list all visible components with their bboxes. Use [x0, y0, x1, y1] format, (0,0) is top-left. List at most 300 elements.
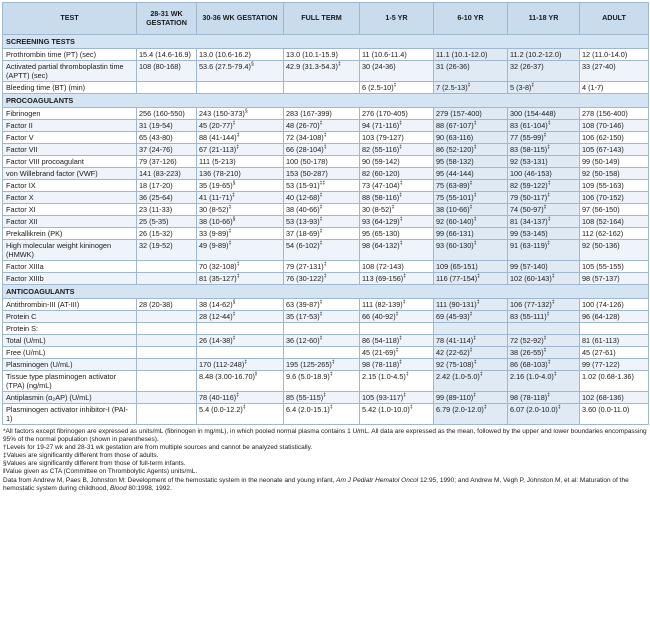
table-row [3, 392, 649, 404]
value-cell [137, 299, 197, 311]
test-name: Bleeding time (BT) (min) [6, 83, 86, 92]
test-name-cell [3, 299, 137, 311]
value-text: 91 (63-119) [510, 241, 548, 250]
footnote-marker: ‡ [473, 335, 476, 342]
footnote-marker: ‡ [323, 144, 327, 151]
value-cell [434, 61, 508, 82]
test-name: von Willebrand factor (VWF) [6, 169, 98, 178]
value-cell [197, 168, 284, 180]
footnote-marker: ‡ [553, 371, 557, 378]
footnote-marker: § [250, 61, 254, 68]
footnote-marker: ‡ [393, 82, 397, 89]
value-text: 79 (37-126) [139, 157, 177, 166]
value-text: 96 (64-128) [582, 312, 620, 321]
value-cell [434, 371, 508, 392]
value-text: 73 (47-104) [362, 181, 400, 190]
test-name: Total (U/mL) [6, 336, 46, 345]
value-text: 99 (77-122) [582, 360, 620, 369]
footnote-marker: ‡ [547, 240, 550, 247]
value-cell [360, 216, 434, 228]
test-name-cell [3, 204, 137, 216]
value-text: 113 (69-156) [362, 274, 404, 283]
value-cell [197, 228, 284, 240]
test-name-cell [3, 359, 137, 371]
footnote-marker: ‡ [319, 299, 323, 306]
value-cell [580, 392, 649, 404]
value-cell [284, 392, 360, 404]
value-cell [284, 299, 360, 311]
value-text: 13.0 (10.1-15.9) [286, 50, 338, 59]
test-name-cell [3, 120, 137, 132]
footnote-marker: § [232, 180, 236, 187]
value-text: 31 (19-54) [139, 121, 173, 130]
footnote-marker: ‡ [409, 404, 413, 411]
value-cell [580, 216, 649, 228]
value-cell [360, 61, 434, 82]
table-row [3, 273, 649, 285]
footnote-marker: ‡ [329, 404, 333, 411]
footnote-marker: ‡ [319, 228, 323, 235]
value-cell [137, 144, 197, 156]
section-title: SCREENING TESTS [3, 35, 649, 49]
value-text: 92 (75-108) [436, 360, 474, 369]
value-cell [197, 180, 284, 192]
value-text: 31 (26-36) [436, 62, 470, 71]
footnote-marker: ‡ [236, 392, 239, 399]
test-name: Factor XIIIa [6, 262, 44, 271]
col-header: 30-36 WK GESTATION [197, 3, 284, 35]
value-cell [197, 216, 284, 228]
test-name: Protein C [6, 312, 37, 321]
value-cell [508, 204, 580, 216]
value-text: 98 (78-118) [362, 360, 400, 369]
test-name: Factor XI [6, 205, 36, 214]
value-cell [580, 168, 649, 180]
value-cell [508, 120, 580, 132]
test-name: Activated partial thromboplastin time (APTT) (sec) [6, 62, 124, 80]
value-cell [360, 323, 434, 335]
value-cell [434, 299, 508, 311]
footnote: *All factors except fibrinogen are expressed as units/mL (fibrinogen in mg/mL), in which pooled normal plasma contains 1 U/mL. All data are expressed as the mean, followed by the upper and lower boundaries encompassing 95% of the normal population (shown in parentheses). [3, 428, 647, 444]
value-cell [360, 156, 434, 168]
value-cell [360, 347, 434, 359]
value-text: 37 (18-69) [286, 229, 320, 238]
value-cell [580, 180, 649, 192]
test-name-cell [3, 323, 137, 335]
value-cell [137, 204, 197, 216]
value-cell [284, 132, 360, 144]
footnote-marker: ‡ [473, 144, 477, 151]
footnote-marker: ‡ [473, 240, 477, 247]
value-text: 83 (55-111) [510, 312, 547, 321]
footnote-marker: ‡ [319, 216, 323, 223]
test-name: Factor XII [6, 217, 38, 226]
value-text: 95 (58-132) [436, 157, 474, 166]
footnote-marker: ‡ [228, 204, 232, 211]
value-text: 30 (8-52) [362, 205, 392, 214]
footnote-marker: ‡ [323, 392, 326, 399]
value-text: 25 (5-35) [139, 217, 169, 226]
value-cell [137, 49, 197, 61]
value-cell [434, 168, 508, 180]
table-row [3, 261, 649, 273]
value-text: 28 (12-44) [199, 312, 233, 321]
footnote-marker: ‡ [469, 204, 473, 211]
value-cell [284, 192, 360, 204]
value-text: 3.60 (0.0-11.0) [582, 405, 630, 414]
footnote-marker: ‡ [232, 120, 236, 127]
value-cell [580, 311, 649, 323]
value-text: 32 (19-52) [139, 241, 173, 250]
table-row [3, 371, 649, 392]
value-cell [197, 335, 284, 347]
value-text: 72 (34-108) [286, 133, 324, 142]
footnote-marker: ‡ [531, 82, 535, 89]
footnote-marker: § [232, 299, 236, 306]
value-text: 65 (43-80) [139, 133, 173, 142]
value-text: 279 (157-400) [436, 109, 482, 118]
value-cell [508, 228, 580, 240]
test-name-cell [3, 240, 137, 261]
test-name: Plasminogen (U/mL) [6, 360, 73, 369]
footnote-marker: ‡ [391, 204, 395, 211]
value-cell [137, 132, 197, 144]
value-cell [508, 216, 580, 228]
value-text: 92 (53-131) [510, 157, 548, 166]
test-name: Protein S: [6, 324, 39, 333]
table-row [3, 120, 649, 132]
value-text: 42.9 (31.3-54.3) [286, 62, 338, 71]
footnote-marker: ‡ [551, 299, 555, 306]
footnote-marker: ‡ [543, 347, 547, 354]
value-text: 141 (83-223) [139, 169, 181, 178]
value-cell [197, 156, 284, 168]
footnote-marker: ‡ [402, 299, 406, 306]
value-text: 48 (26-70) [286, 121, 320, 130]
value-text: 300 (154-448) [510, 109, 556, 118]
table-row [3, 311, 649, 323]
test-name: Factor V [6, 133, 34, 142]
section-header [3, 94, 649, 108]
value-cell [284, 216, 360, 228]
value-cell [580, 228, 649, 240]
test-name-cell [3, 61, 137, 82]
value-text: 45 (21-69) [362, 348, 396, 357]
footnote-marker: ‡ [242, 404, 246, 411]
value-cell [284, 144, 360, 156]
value-text: 30 (8-52) [199, 205, 229, 214]
value-cell [580, 156, 649, 168]
value-text: 278 (156-400) [582, 109, 628, 118]
value-text: 100 (46-153) [510, 169, 552, 178]
value-cell [580, 273, 649, 285]
value-cell [580, 192, 649, 204]
test-name: Factor VIII procoagulant [6, 157, 84, 166]
test-name-cell [3, 192, 137, 204]
footnote-marker: ‡ [473, 359, 477, 366]
table-row [3, 144, 649, 156]
value-cell [508, 359, 580, 371]
footnote-marker: ‡ [232, 311, 236, 318]
value-cell [434, 192, 508, 204]
table-row [3, 168, 649, 180]
value-cell [137, 240, 197, 261]
value-text: 106 (62-150) [582, 133, 624, 142]
value-cell [360, 273, 434, 285]
value-text: 88 (67-107) [436, 121, 474, 130]
value-text: 94 (71-116) [362, 121, 400, 130]
test-name: Free (U/mL) [6, 348, 46, 357]
footnote-marker: ‡ [399, 359, 402, 366]
value-text: 85 (55-115) [286, 393, 324, 402]
footnote-marker: § [232, 216, 236, 223]
value-cell [284, 228, 360, 240]
col-header: 6-10 YR [434, 3, 508, 35]
value-text: 2.42 (1.0-5.0) [436, 372, 480, 381]
value-text: 112 (62-162) [582, 229, 624, 238]
value-cell [360, 392, 434, 404]
footnote-marker: ‡ [236, 273, 240, 280]
footnote-marker: ‡ [476, 299, 480, 306]
test-name-cell [3, 108, 137, 120]
value-text: 88 (41-144) [199, 133, 237, 142]
footnote-marker: ‡ [473, 216, 477, 223]
value-cell [508, 156, 580, 168]
footnote-marker: ǁ [254, 371, 258, 378]
value-text: 69 (45-93) [436, 312, 470, 321]
value-cell [137, 392, 197, 404]
footnote-marker: ‡ [473, 192, 477, 199]
value-text: 23 (11-33) [139, 205, 173, 214]
value-text: 32 (26-37) [510, 62, 544, 71]
value-cell [284, 168, 360, 180]
value-text: 45 (27-61) [582, 348, 616, 357]
value-text: 95 (65-130) [362, 229, 400, 238]
value-text: 33 (27-40) [582, 62, 616, 71]
value-text: 8.48 (3.00-16.70) [199, 372, 255, 381]
table-row [3, 49, 649, 61]
footnote-marker: ‡ [483, 404, 487, 411]
value-cell [434, 273, 508, 285]
footnote-marker: ‡ [467, 82, 471, 89]
value-cell [580, 120, 649, 132]
value-cell [197, 323, 284, 335]
footnote-marker: ‡ [477, 273, 481, 280]
test-name-cell [3, 180, 137, 192]
value-cell [197, 108, 284, 120]
value-text: 74 (50-97) [510, 205, 544, 214]
value-text: 81 (34-137) [510, 217, 548, 226]
value-text: 28 (20-38) [139, 300, 173, 309]
value-cell [284, 180, 360, 192]
footnote-marker: ‡ [228, 228, 232, 235]
footnote-marker: ‡ [543, 204, 547, 211]
test-name-cell [3, 228, 137, 240]
footnote-marker: ‡ [236, 261, 240, 268]
value-cell [284, 359, 360, 371]
value-cell [508, 261, 580, 273]
value-text: 99 (53-145) [510, 229, 548, 238]
test-name-cell [3, 49, 137, 61]
value-text: 6.79 (2.0-12.0) [436, 405, 484, 414]
value-text: 111 (5-213) [199, 157, 236, 166]
test-name-cell [3, 168, 137, 180]
footnote-marker: ‡ [331, 359, 335, 366]
table-row [3, 61, 649, 82]
col-header: FULL TERM [284, 3, 360, 35]
value-cell [580, 132, 649, 144]
value-cell [137, 216, 197, 228]
value-text: 79 (50-117) [510, 193, 548, 202]
value-cell [137, 359, 197, 371]
value-cell [508, 82, 580, 94]
hemostatic-reference-table [2, 2, 649, 425]
value-cell [284, 311, 360, 323]
value-cell [508, 273, 580, 285]
value-cell [284, 204, 360, 216]
value-cell [284, 156, 360, 168]
col-header: 28-31 WK GESTATION [137, 3, 197, 35]
value-cell [197, 371, 284, 392]
value-cell [137, 273, 197, 285]
value-cell [284, 323, 360, 335]
footnote-marker: ‡ [547, 180, 551, 187]
value-cell [360, 192, 434, 204]
value-text: 93 (60-130) [436, 241, 474, 250]
value-text: 90 (59-142) [362, 157, 400, 166]
footnote-marker: ‡ [319, 311, 323, 318]
table-row [3, 240, 649, 261]
value-cell [197, 132, 284, 144]
test-name: Factor X [6, 193, 34, 202]
footnote-marker: ‡ [395, 347, 399, 354]
value-text: 6.4 (2.0-15.1) [286, 405, 330, 414]
value-cell [434, 311, 508, 323]
value-cell [137, 168, 197, 180]
value-cell [284, 347, 360, 359]
value-text: 105 (67-143) [582, 145, 624, 154]
value-text: 100 (50-178) [286, 157, 328, 166]
value-cell [137, 82, 197, 94]
value-cell [434, 240, 508, 261]
test-name-cell [3, 132, 137, 144]
value-text: 75 (63-89) [436, 181, 470, 190]
value-cell [197, 359, 284, 371]
value-cell [360, 120, 434, 132]
value-text: 98 (78-118) [510, 393, 548, 402]
footnote-marker: ‡ [319, 192, 323, 199]
footnote-marker: ‡ [551, 273, 555, 280]
value-cell [360, 132, 434, 144]
value-cell [197, 61, 284, 82]
value-cell [580, 404, 649, 425]
value-text: 5 (3-8) [510, 83, 532, 92]
value-cell [284, 108, 360, 120]
value-text: 6.07 (2.0-10.0) [510, 405, 558, 414]
value-cell [137, 323, 197, 335]
test-name: Antithrombin-III (AT-III) [6, 300, 80, 309]
value-cell [284, 261, 360, 273]
value-cell [580, 359, 649, 371]
value-text: 243 (150-373) [199, 109, 245, 118]
test-name: Prothrombin time (PT) (sec) [6, 50, 97, 59]
value-cell [434, 347, 508, 359]
value-text: 66 (28-104) [286, 145, 324, 154]
table-row [3, 192, 649, 204]
value-text: 92 (60-140) [436, 217, 474, 226]
table-row [3, 359, 649, 371]
value-cell [284, 335, 360, 347]
test-name-cell [3, 273, 137, 285]
footnote-marker: ‡ [547, 192, 550, 199]
value-text: 5.42 (1.0-10.0) [362, 405, 410, 414]
value-cell [137, 311, 197, 323]
value-cell [434, 216, 508, 228]
footnote-marker: ‡ [543, 132, 547, 139]
footnote-marker: ‡ [399, 144, 402, 151]
value-text: 11.1 (10.1-12.0) [436, 50, 488, 59]
footnote-marker: ‡ [323, 132, 327, 139]
value-text: 105 (93-117) [362, 393, 404, 402]
test-name-cell [3, 371, 137, 392]
value-cell [360, 228, 434, 240]
footnote-marker: ‡‡ [319, 180, 326, 187]
value-cell [360, 261, 434, 273]
table-row [3, 82, 649, 94]
value-text: 99 (57-140) [510, 262, 548, 271]
value-cell [508, 144, 580, 156]
value-cell [580, 299, 649, 311]
value-cell [360, 180, 434, 192]
value-text: 108 (70-146) [582, 121, 624, 130]
value-cell [580, 108, 649, 120]
value-cell [434, 49, 508, 61]
citation-text: 80:1998, 1992. [126, 484, 172, 492]
value-text: 92 (50-136) [582, 241, 620, 250]
value-text: 9.6 (5.0-18.9) [286, 372, 330, 381]
test-name: Antiplasmin (α₂AP) (U/mL) [6, 393, 92, 402]
value-cell [580, 82, 649, 94]
value-cell [197, 204, 284, 216]
table-row [3, 204, 649, 216]
value-text: 82 (60-120) [362, 169, 400, 178]
footnote-marker: ‡ [405, 371, 409, 378]
value-text: 72 (52-92) [510, 336, 544, 345]
value-text: 108 (80-168) [139, 62, 181, 71]
value-text: 102 (60-143) [510, 274, 552, 283]
value-text: 53 (13-93) [286, 217, 320, 226]
value-text: 1.02 (0.68-1.36) [582, 372, 634, 381]
value-text: 38 (10-66) [436, 205, 470, 214]
value-cell [580, 347, 649, 359]
value-cell [508, 335, 580, 347]
value-text: 256 (160-550) [139, 109, 185, 118]
value-text: 30 (24-36) [362, 62, 396, 71]
source-citation [3, 477, 647, 493]
value-cell [580, 371, 649, 392]
value-cell [284, 82, 360, 94]
test-name-cell [3, 82, 137, 94]
footnote-marker: ‡ [399, 120, 402, 127]
value-cell [360, 82, 434, 94]
footnote-marker: ‡ [399, 335, 402, 342]
journal-name: Am J Pediatr Hematol Oncol [336, 476, 419, 484]
table-row [3, 216, 649, 228]
table-row [3, 180, 649, 192]
footnote-marker: ‡ [469, 347, 473, 354]
value-text: 53 (15-91) [286, 181, 320, 190]
value-cell [137, 180, 197, 192]
